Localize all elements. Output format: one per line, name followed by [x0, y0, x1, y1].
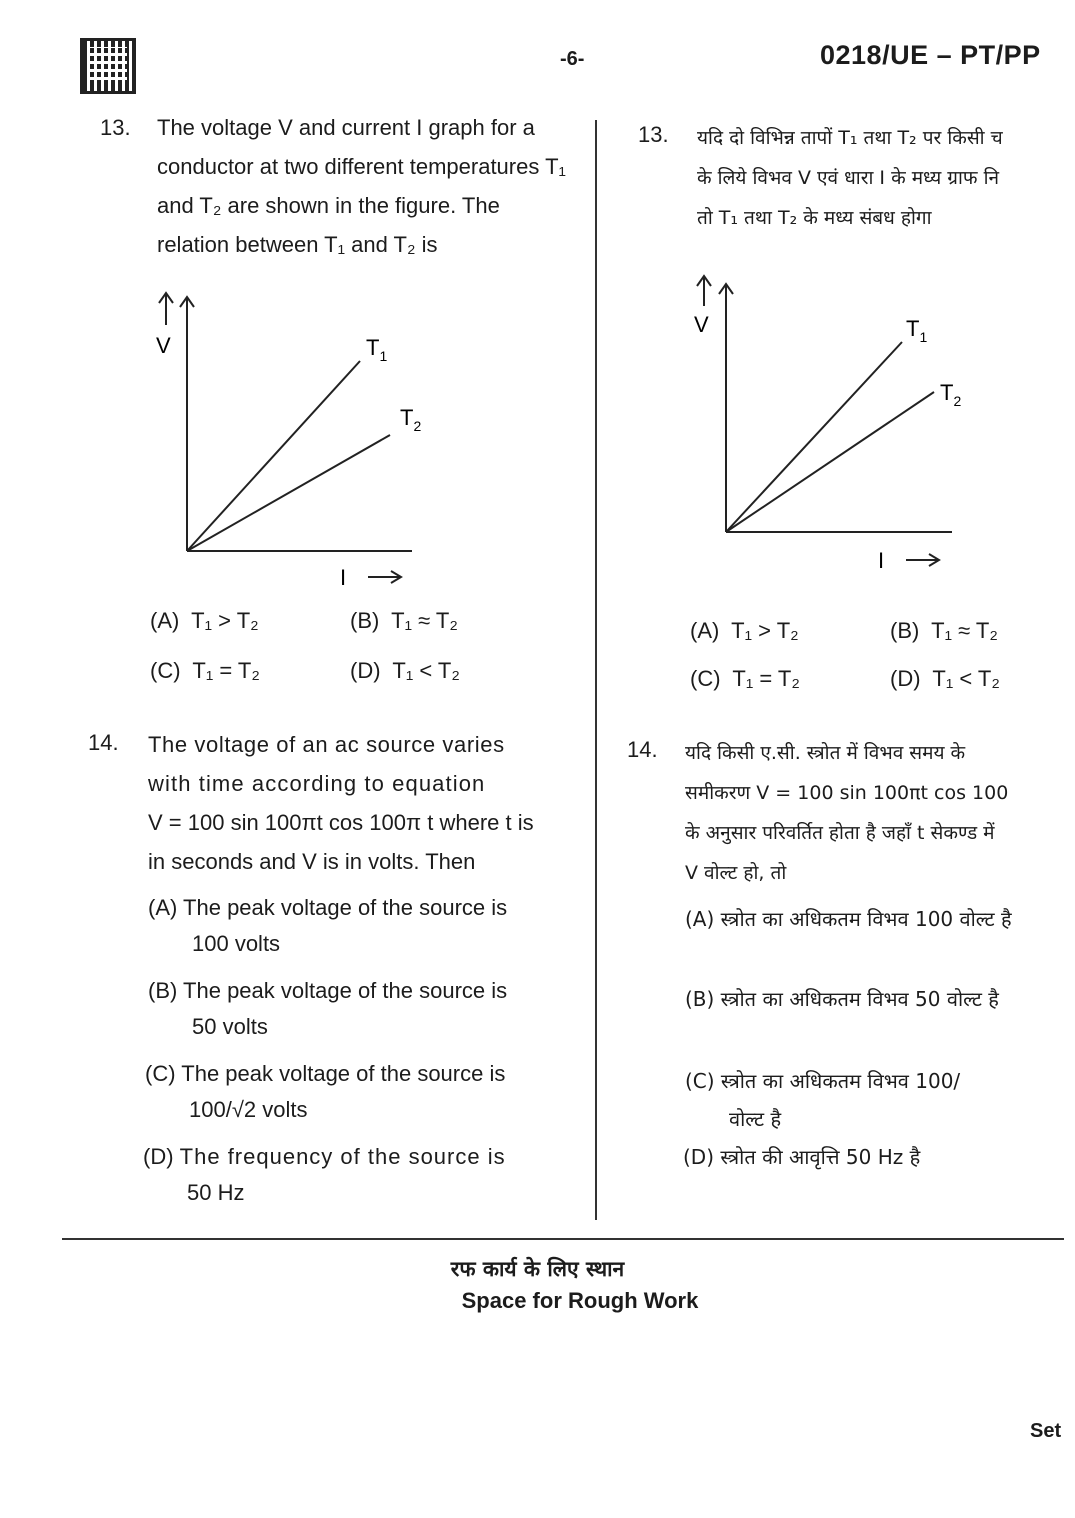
left-q13-option-d: (D) T₁ < T₂	[350, 658, 460, 683]
left-q14-number: 14.	[88, 730, 119, 755]
right-graph-y-label: V	[694, 312, 709, 337]
right-q13-option-a: (A) T₁ > T₂	[690, 618, 799, 643]
paper-code: 0218/UE – PT/PP	[820, 40, 1041, 70]
left-q14-option-c: (C) The peak voltage of the source is 100/√2 volts	[145, 1061, 506, 1122]
right-q13-option-c: (C) T₁ = T₂	[690, 666, 800, 691]
left-graph-line-t1	[187, 361, 360, 551]
left-graph-y-label: V	[156, 333, 171, 358]
column-divider	[595, 120, 597, 1220]
svg-text:T2: $T_2$	[400, 405, 422, 434]
right-q14-text: यदि किसी ए.सी. स्त्रोत में विभव समय के समीकरण V = 100 sin 100πt cos 100 के अनुसार परिवर्तित होता है जहाँ t सेकण्ड में V वोल्ट हो, तो	[685, 742, 1009, 884]
left-q14-option-d: (D) The frequency of the source is 50 Hz	[143, 1144, 506, 1205]
left-q13-option-b: (B) T₁ ≈ T₂	[350, 608, 458, 633]
set-label: Set	[1030, 1420, 1062, 1442]
right-q14-option-c: (C) स्त्रोत का अधिकतम विभव 100/ वोल्ट है	[685, 1069, 961, 1131]
left-q14-option-a: (A) The peak voltage of the source is 100 volts	[148, 895, 508, 956]
page-number: -6-	[560, 48, 585, 70]
rough-work-hindi: रफ कार्य के लिए स्थान	[450, 1257, 625, 1281]
rough-work-divider	[62, 1238, 1064, 1240]
left-q13-text: The voltage V and current I graph for a conductor at two different temperatures T₁ and T₂ are shown in the figure. The relation between T₁ and T₂ is	[157, 115, 566, 257]
right-graph-line-t1	[726, 342, 902, 532]
left-q14-text: The voltage of an ac source varies with time according to equation V = 100 sin 100πt cos 100π t where t is in seconds and V is in volts. Then	[148, 732, 534, 874]
right-q14-option-b: (B) स्त्रोत का अधिकतम विभव 50 वोल्ट है	[685, 987, 999, 1011]
right-q14-number: 14.	[627, 737, 658, 762]
right-q13-graph	[690, 270, 980, 580]
rough-work-english: Space for Rough Work	[461, 1288, 699, 1313]
left-q13-option-c: (C) T₁ = T₂	[150, 658, 260, 683]
left-q13-option-a: (A) T₁ > T₂	[150, 608, 259, 633]
right-q13-option-b: (B) T₁ ≈ T₂	[890, 618, 998, 643]
right-q13-text: यदि दो विभिन्न तापों T₁ तथा T₂ पर किसी च के लिये विभव V एवं धारा I के मध्य ग्राफ नि तो T₁ तथा T₂ के मध्य संबध होगा	[697, 127, 1003, 229]
left-q13-graph	[150, 285, 430, 590]
svg-text:T1: $T_1$	[366, 335, 388, 364]
right-q13-number: 13.	[638, 122, 669, 147]
left-q13-number: 13.	[100, 115, 131, 140]
right-graph-line-t2	[726, 392, 934, 532]
right-q14-option-a: (A) स्त्रोत का अधिकतम विभव 100 वोल्ट है	[685, 907, 1012, 931]
left-graph-line-t2	[187, 435, 390, 551]
qr-code	[80, 38, 136, 94]
svg-text:T2: $T_2$	[940, 380, 962, 409]
left-q14-option-b: (B) The peak voltage of the source is 50 volts	[148, 978, 508, 1039]
right-q13-option-d: (D) T₁ < T₂	[890, 666, 1000, 691]
right-q14-option-d: (D) स्त्रोत की आवृत्ति 50 Hz है	[683, 1145, 921, 1169]
right-graph-x-label: I	[878, 548, 885, 573]
svg-text:T1: $T_1$	[906, 316, 928, 345]
left-graph-x-label: I	[340, 565, 347, 590]
